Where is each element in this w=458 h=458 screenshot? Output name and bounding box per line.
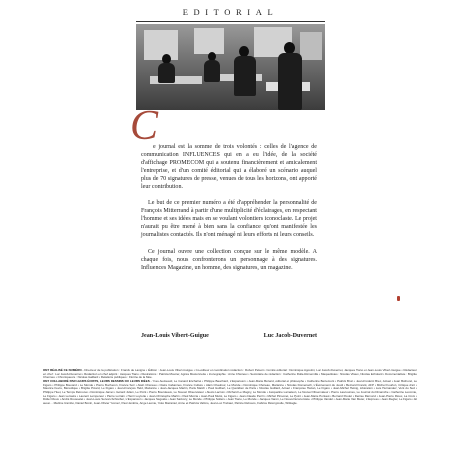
editorial-photo	[136, 24, 325, 110]
photo-person	[278, 53, 302, 110]
page-marker	[397, 296, 400, 301]
photo-window	[144, 30, 178, 60]
signatures	[141, 333, 317, 339]
credits-line	[43, 380, 417, 406]
editorial-paragraph: e journal est la somme de trois volontés : celles de l'agence de communication INFLUENCES qui en a eu l'idée, de la société d'affichage PROMECOM qui a soutenu financièrement et amicalement l'entreprise, et d'un comité éditorial qui a élaboré un scénario auquel plus de 70 signatures de presse, venues de tous les horizons, ont apporté leur contribution.	[141, 144, 317, 191]
credits-text: Yves Audouard, Le Canard Enchaîné • Philippe Bauchard, L'Expansion • Jean-Marie Bénard, éditorial et philosophe • Catherine Bertemont • Patrick Brun • Jean-Fréderic Brec, Actuel • Jean Bothorel, Le Figaro • Philippe Bouvard • Le Monde • Pierre Bucheron, France Soir • Alain Chéreau • Claire Cabannes, France Culture • Alain Chaufour, Le Monde • Dominique Chéreau, Marianne • Nicolas Domenach, L'Événement du Jeudi • Bernard Franck, AFP • Michel Fourlon, Critique d'art • Maurice Fevre, Bénédique • Brigitte Picard, Le Figaro • Jean-François Held, Marianne • Jean-Jacques Martin, Paris Match • Paul Guilbert, Le Quotidien de Paris • Nicolas Guillard, Actuel • Françoise Hazan, Le Figaro • Jean-Michel Helvig, Libération • Luis Hernandez, Vent du Sud • Philippe Huet, Le Temps Retrouvé • Dominique Jamet • Gérard Julien, Le Point • Pierre Bourdeaux, Le Nouvel Observateur • Alexis Lacroix • Richard Le Magny, Le Monde • Jacqueline Lamaison, Le Nouvel Observateur • Pierre Lascoumes, Le Journal du Dimanche • Catherine Lecomte, Le Figaro • Jean Lemaire • Laurent Lempereur • Pierre Lorrain • Henri Loyrette • Jean-Christophe Martin • Paul Murcia • Jean-Paul Mulot, Le Figaro • Jean-Claude Perrin • Michel Pinsonet, Le Point • Jean-Marie Pontaut • Bernard Poulet • Denise Rémond • Jean-Pierre Rioux, La Croix • Didier Rioux • André Rousselet • Jean-Louis Servan-Schreiber, L'Expansion • Jacques Séguéla • Jean Sarkozy, Le Monde • Philippe Sollers • Jean Tiano, Le Monde • Jacques Varon, Le Nouvel Économiste • Philippe Vandel • Jean-Marie Van Meter, L'Express • Jean Ziegler, Le Figaro • Et aussi… Martine Izambé, Daniel Bonin, Jean-Olivier Yvonez, Paul Jenkins, Ange Léonie, Yoko Mazaniel, Anne et Patricia Valmio, Jean-Luc Trebaut, Patrice Rebours, Fabrice Rétorgroslle, Wittiagle.	[43, 379, 418, 406]
credits-label: ONT COLLABORÉ PAR LEURS ÉCRITS, LEURS DESSINS OU LEURS IDÉES -	[43, 379, 152, 384]
section-header: EDITORIAL	[136, 7, 325, 22]
editorial-paragraph: Le but de ce premier numéro a été d'appréhender la personnalité de François Mitterrand à partir d'une multiplicité d'éclairages, en respectant l'homme et ses idées mais en se voulant volontiers iconoclaste. Le projet n'aurait pu être mené à bien sans la confiance qu'ont manifestée les journalistes contactés. Ils n'ont ménagé ni leurs efforts ni leurs conseils.	[141, 200, 317, 239]
signature-author: Jean-Louis Vibert-Guigue	[141, 333, 209, 339]
photo-window	[194, 28, 224, 54]
credits-block	[43, 369, 417, 406]
editorial-paragraph: Ce journal ouvre une collection conçue sur le même modèle. A chaque fois, nous confronterons un personnage à des signatures. Influences Magazine, un homme, des signatures, un magazine.	[141, 248, 317, 271]
photo-person	[204, 60, 220, 82]
editorial-body	[141, 143, 317, 272]
photo-person	[158, 63, 175, 83]
photo-window	[300, 32, 322, 60]
drop-cap: C	[130, 103, 159, 149]
credits-label: ONT RÉALISÉ CE NUMÉRO -	[43, 368, 84, 372]
photo-person	[234, 56, 256, 96]
signature-author: Luc Jacob-Duvernet	[263, 333, 317, 339]
credits-text: Directeur de la publication : Franck de Lavigne • Édition : Jean-Louis Vibert-Guigue • Co-éditeur et coordination rédaction : Robert Pelsoit • Comité éditorial : Dominique Agostini, Luc Jacob-Duvernet, Jacques Tiano et Jean-Louis Vibert-Guigue • Rédacteur en chef : Luc Jacob-Duvernet • Rédaction en chef adjoint : Jacques Tiano • Illustrations : Patricia Mourier, Agnès Mustonnette • Iconographie : Anne Chiéreux • Secrétaire de rédaction : Catherine Rolle-Rémerville • Maquettistes : Nicolas Vitaux, Nicolas Echolard • Documentaliste : Brigitte Chenneu • Chroniqueurs : Nicolas Gaillard • Relations publiques : Florine de la Mée.	[43, 368, 417, 380]
